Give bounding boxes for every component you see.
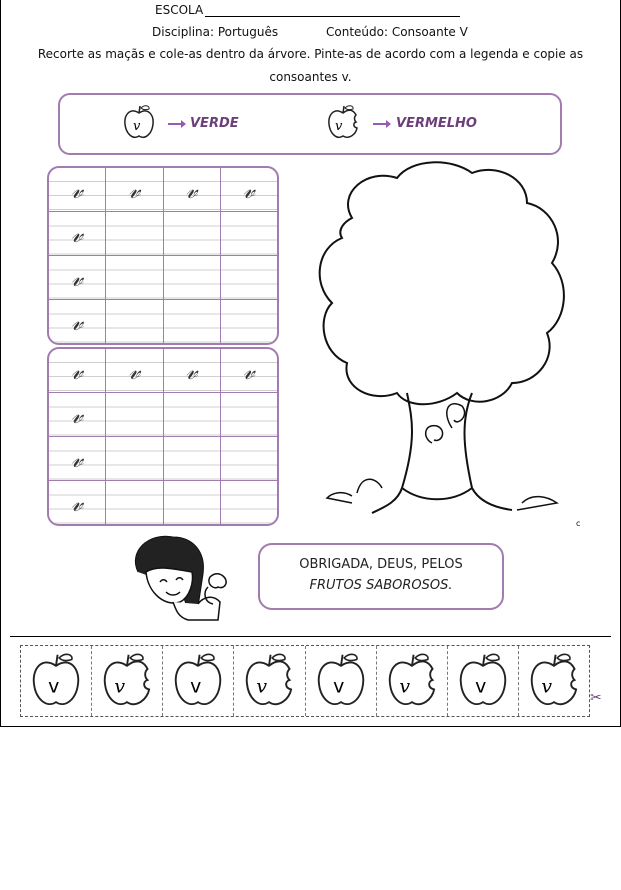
cutout-apple-cell[interactable] bbox=[377, 646, 448, 716]
grid-cell-blank[interactable] bbox=[106, 212, 163, 256]
cutout-apple-cell[interactable] bbox=[92, 646, 163, 716]
discipline-text: Disciplina: Português bbox=[152, 25, 279, 39]
cutout-apple-cell[interactable] bbox=[163, 646, 234, 716]
copy-grid-small-v bbox=[47, 347, 279, 526]
grid-cell-model: 𝓋 bbox=[220, 349, 277, 393]
svg-text:v: v bbox=[541, 675, 552, 698]
grid-cell-model: 𝓋 bbox=[49, 437, 106, 481]
apple-icon bbox=[27, 650, 85, 710]
content-text: Conteúdo: Consoante V bbox=[326, 25, 468, 39]
grid-cell-blank[interactable] bbox=[106, 481, 163, 525]
grid-cell-model: 𝓋 bbox=[106, 168, 163, 212]
cutout-apple-cell[interactable] bbox=[306, 646, 377, 716]
grid-cell-blank[interactable] bbox=[163, 300, 220, 344]
bubble-line-2: FRUTOS SABOROSOS. bbox=[309, 578, 453, 593]
grid-cell-model: 𝓋 bbox=[49, 212, 106, 256]
grid-cell-blank[interactable] bbox=[106, 437, 163, 481]
grid-cell-model: 𝓋 bbox=[106, 349, 163, 393]
svg-text:v: v bbox=[474, 675, 487, 698]
apple-icon bbox=[454, 650, 512, 710]
grid-cell-blank[interactable] bbox=[106, 300, 163, 344]
school-blank-line bbox=[205, 4, 460, 17]
cutout-apple-cell[interactable] bbox=[448, 646, 519, 716]
grid-cell-model: 𝓋 bbox=[220, 168, 277, 212]
grid-cell-model: 𝓋 bbox=[49, 349, 106, 393]
cutout-apple-strip bbox=[20, 645, 590, 717]
grid-cell-blank[interactable] bbox=[220, 437, 277, 481]
svg-text:v: v bbox=[48, 675, 60, 698]
grid-cell-model: 𝓋 bbox=[163, 168, 220, 212]
school-label: ESCOLA bbox=[155, 3, 204, 17]
girl-character-illustration bbox=[118, 532, 238, 622]
grid-cell-blank[interactable] bbox=[163, 256, 220, 300]
grid-cell-blank[interactable] bbox=[163, 393, 220, 437]
apple-icon bbox=[122, 103, 156, 141]
apple-icon bbox=[169, 650, 227, 710]
cut-line-divider bbox=[10, 636, 611, 637]
grid-cell-blank[interactable] bbox=[220, 481, 277, 525]
svg-text:v: v bbox=[114, 675, 126, 698]
bitten-apple-icon bbox=[326, 103, 360, 141]
grid-cell-model: 𝓋 bbox=[49, 168, 106, 212]
arrow-icon bbox=[168, 123, 182, 125]
grid-cell-blank[interactable] bbox=[220, 212, 277, 256]
svg-text:v: v bbox=[332, 675, 344, 698]
apple-icon bbox=[312, 650, 370, 710]
instruction-line-1: Recorte as maçãs e cole-as dentro da árvore. Pinte-as de acordo com a legenda e copie as bbox=[37, 47, 584, 61]
grid-cell-blank[interactable] bbox=[106, 393, 163, 437]
grid-cell-blank[interactable] bbox=[220, 393, 277, 437]
bitten-apple-icon bbox=[240, 650, 298, 710]
grid-cell-model: 𝓋 bbox=[49, 256, 106, 300]
school-field[interactable] bbox=[155, 3, 460, 17]
svg-text:v: v bbox=[256, 675, 268, 698]
speech-bubble bbox=[258, 543, 504, 610]
grid-cell-blank[interactable] bbox=[163, 212, 220, 256]
cutout-apple-cell[interactable] bbox=[234, 646, 305, 716]
color-legend bbox=[58, 93, 562, 155]
legend-label-red: VERMELHO bbox=[396, 116, 477, 131]
svg-text:v: v bbox=[335, 119, 343, 134]
bitten-apple-icon bbox=[525, 650, 583, 710]
grid-cell-blank[interactable] bbox=[106, 256, 163, 300]
bubble-line-1: OBRIGADA, DEUS, PELOS bbox=[299, 557, 463, 572]
legend-label-green: VERDE bbox=[190, 116, 239, 131]
grid-cell-blank[interactable] bbox=[220, 300, 277, 344]
tree-illustration[interactable] bbox=[312, 158, 574, 526]
grid-cell-model: 𝓋 bbox=[49, 393, 106, 437]
bitten-apple-icon bbox=[98, 650, 156, 710]
legend-apple-letter: v bbox=[133, 119, 141, 134]
copy-grid-cursive-v bbox=[47, 166, 279, 345]
svg-text:v: v bbox=[190, 675, 202, 698]
grid-cell-blank[interactable] bbox=[220, 256, 277, 300]
bitten-apple-icon bbox=[383, 650, 441, 710]
scissors-icon: ✂ bbox=[590, 690, 602, 706]
grid-cell-model: 𝓋 bbox=[49, 300, 106, 344]
arrow-icon bbox=[373, 123, 387, 125]
grid-cell-blank[interactable] bbox=[163, 481, 220, 525]
instruction-line-2: consoantes v. bbox=[269, 70, 352, 84]
cutout-apple-cell[interactable] bbox=[519, 646, 589, 716]
svg-text:v: v bbox=[398, 675, 410, 698]
grid-cell-model: 𝓋 bbox=[163, 349, 220, 393]
copyright-mark: c bbox=[576, 519, 581, 528]
cutout-apple-cell[interactable] bbox=[21, 646, 92, 716]
grid-cell-blank[interactable] bbox=[163, 437, 220, 481]
grid-cell-model: 𝓋 bbox=[49, 481, 106, 525]
